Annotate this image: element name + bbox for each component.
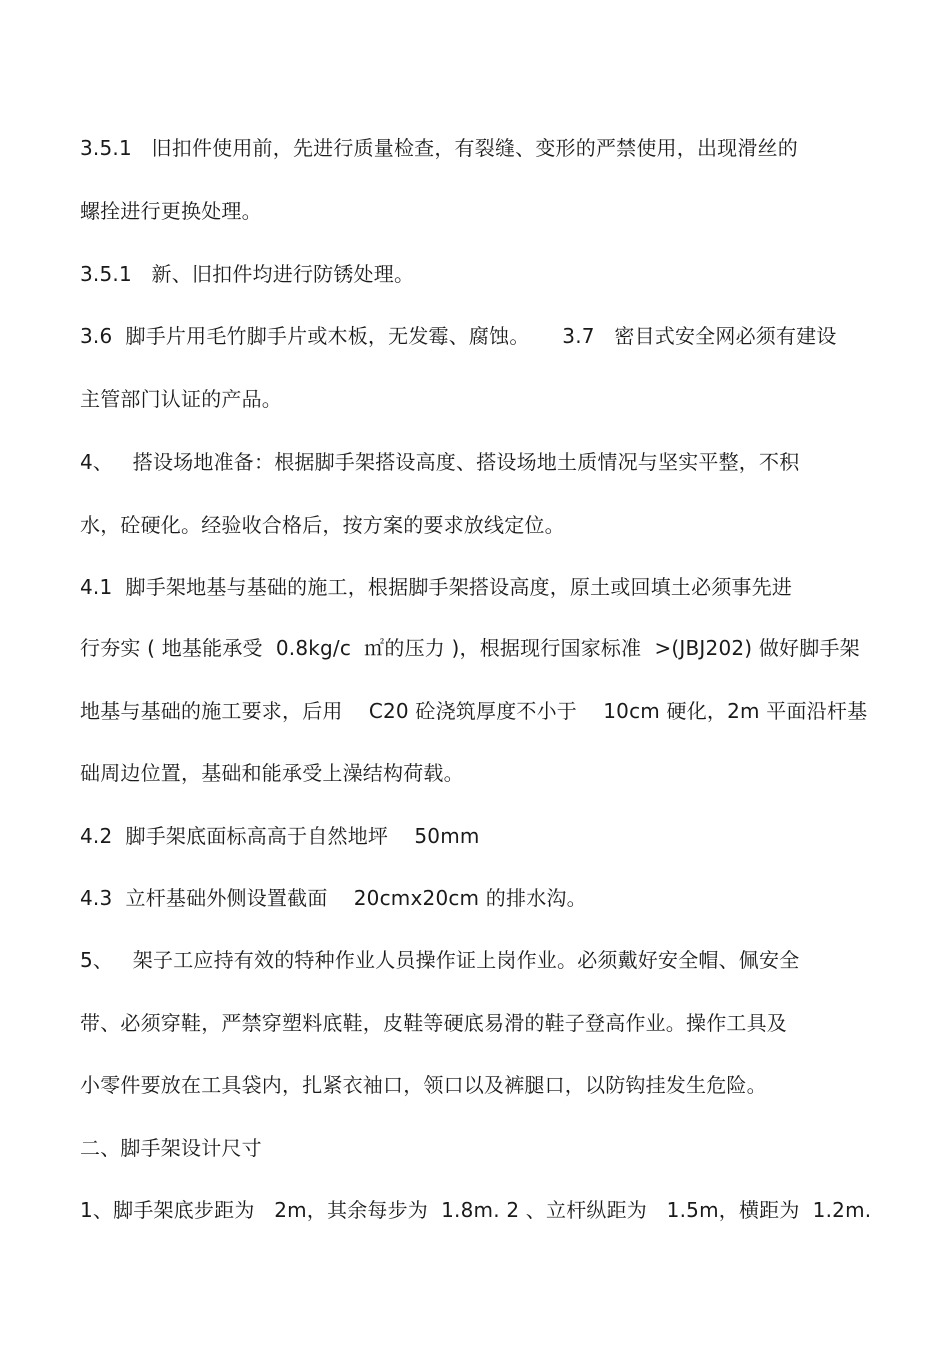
- text-line: 带、必须穿鞋，严禁穿塑料底鞋，皮鞋等硬底易滑的鞋子登高作业。操作工具及: [80, 1011, 787, 1035]
- text-line: 4.2 脚手架底面标高高于自然地坪 50mm: [80, 824, 480, 848]
- text-line: 1、脚手架底步距为 2m，其余每步为 1.8m. 2 、立杆纵距为 1.5m，横距为 1.2m.: [80, 1198, 872, 1222]
- text-line: 3.6 脚手片用毛竹脚手片或木板，无发霉、腐蚀。 3.7 密目式安全网必须有建设: [80, 324, 837, 348]
- text-line: 小零件要放在工具袋内，扎紧衣袖口，领口以及裤腿口，以防钩挂发生危险。: [80, 1073, 767, 1097]
- text-line: 4.3 立杆基础外侧设置截面 20cmx20cm 的排水沟。: [80, 886, 587, 910]
- section-heading: 二、脚手架设计尺寸: [80, 1136, 262, 1160]
- text-line: 5、 架子工应持有效的特种作业人员操作证上岗作业。必须戴好安全帽、佩安全: [80, 948, 800, 972]
- text-line: 行夯实 ( 地基能承受 0.8kg/c ㎡的压力 )，根据现行国家标准 >(JBJ202) 做好脚手架: [80, 636, 860, 660]
- text-line: 地基与基础的施工要求，后用 C20 砼浇筑厚度不小于 10cm 硬化，2m 平面沿杆基: [80, 699, 868, 723]
- text-line: 水，砼硬化。经验收合格后，按方案的要求放线定位。: [80, 513, 565, 537]
- text-line: 3.5.1 旧扣件使用前，先进行质量检查，有裂缝、变形的严禁使用，出现滑丝的: [80, 136, 798, 160]
- text-line: 4、 搭设场地准备：根据脚手架搭设高度、搭设场地土质情况与坚实平整，不积: [80, 450, 800, 474]
- text-line: 3.5.1 新、旧扣件均进行防锈处理。: [80, 262, 415, 286]
- text-line: 础周边位置，基础和能承受上澡结构荷载。: [80, 761, 464, 785]
- text-line: 4.1 脚手架地基与基础的施工，根据脚手架搭设高度，原土或回填土必须事先进: [80, 575, 793, 599]
- text-line: 螺拴进行更换处理。: [80, 199, 262, 223]
- text-line: 主管部门认证的产品。: [80, 387, 282, 411]
